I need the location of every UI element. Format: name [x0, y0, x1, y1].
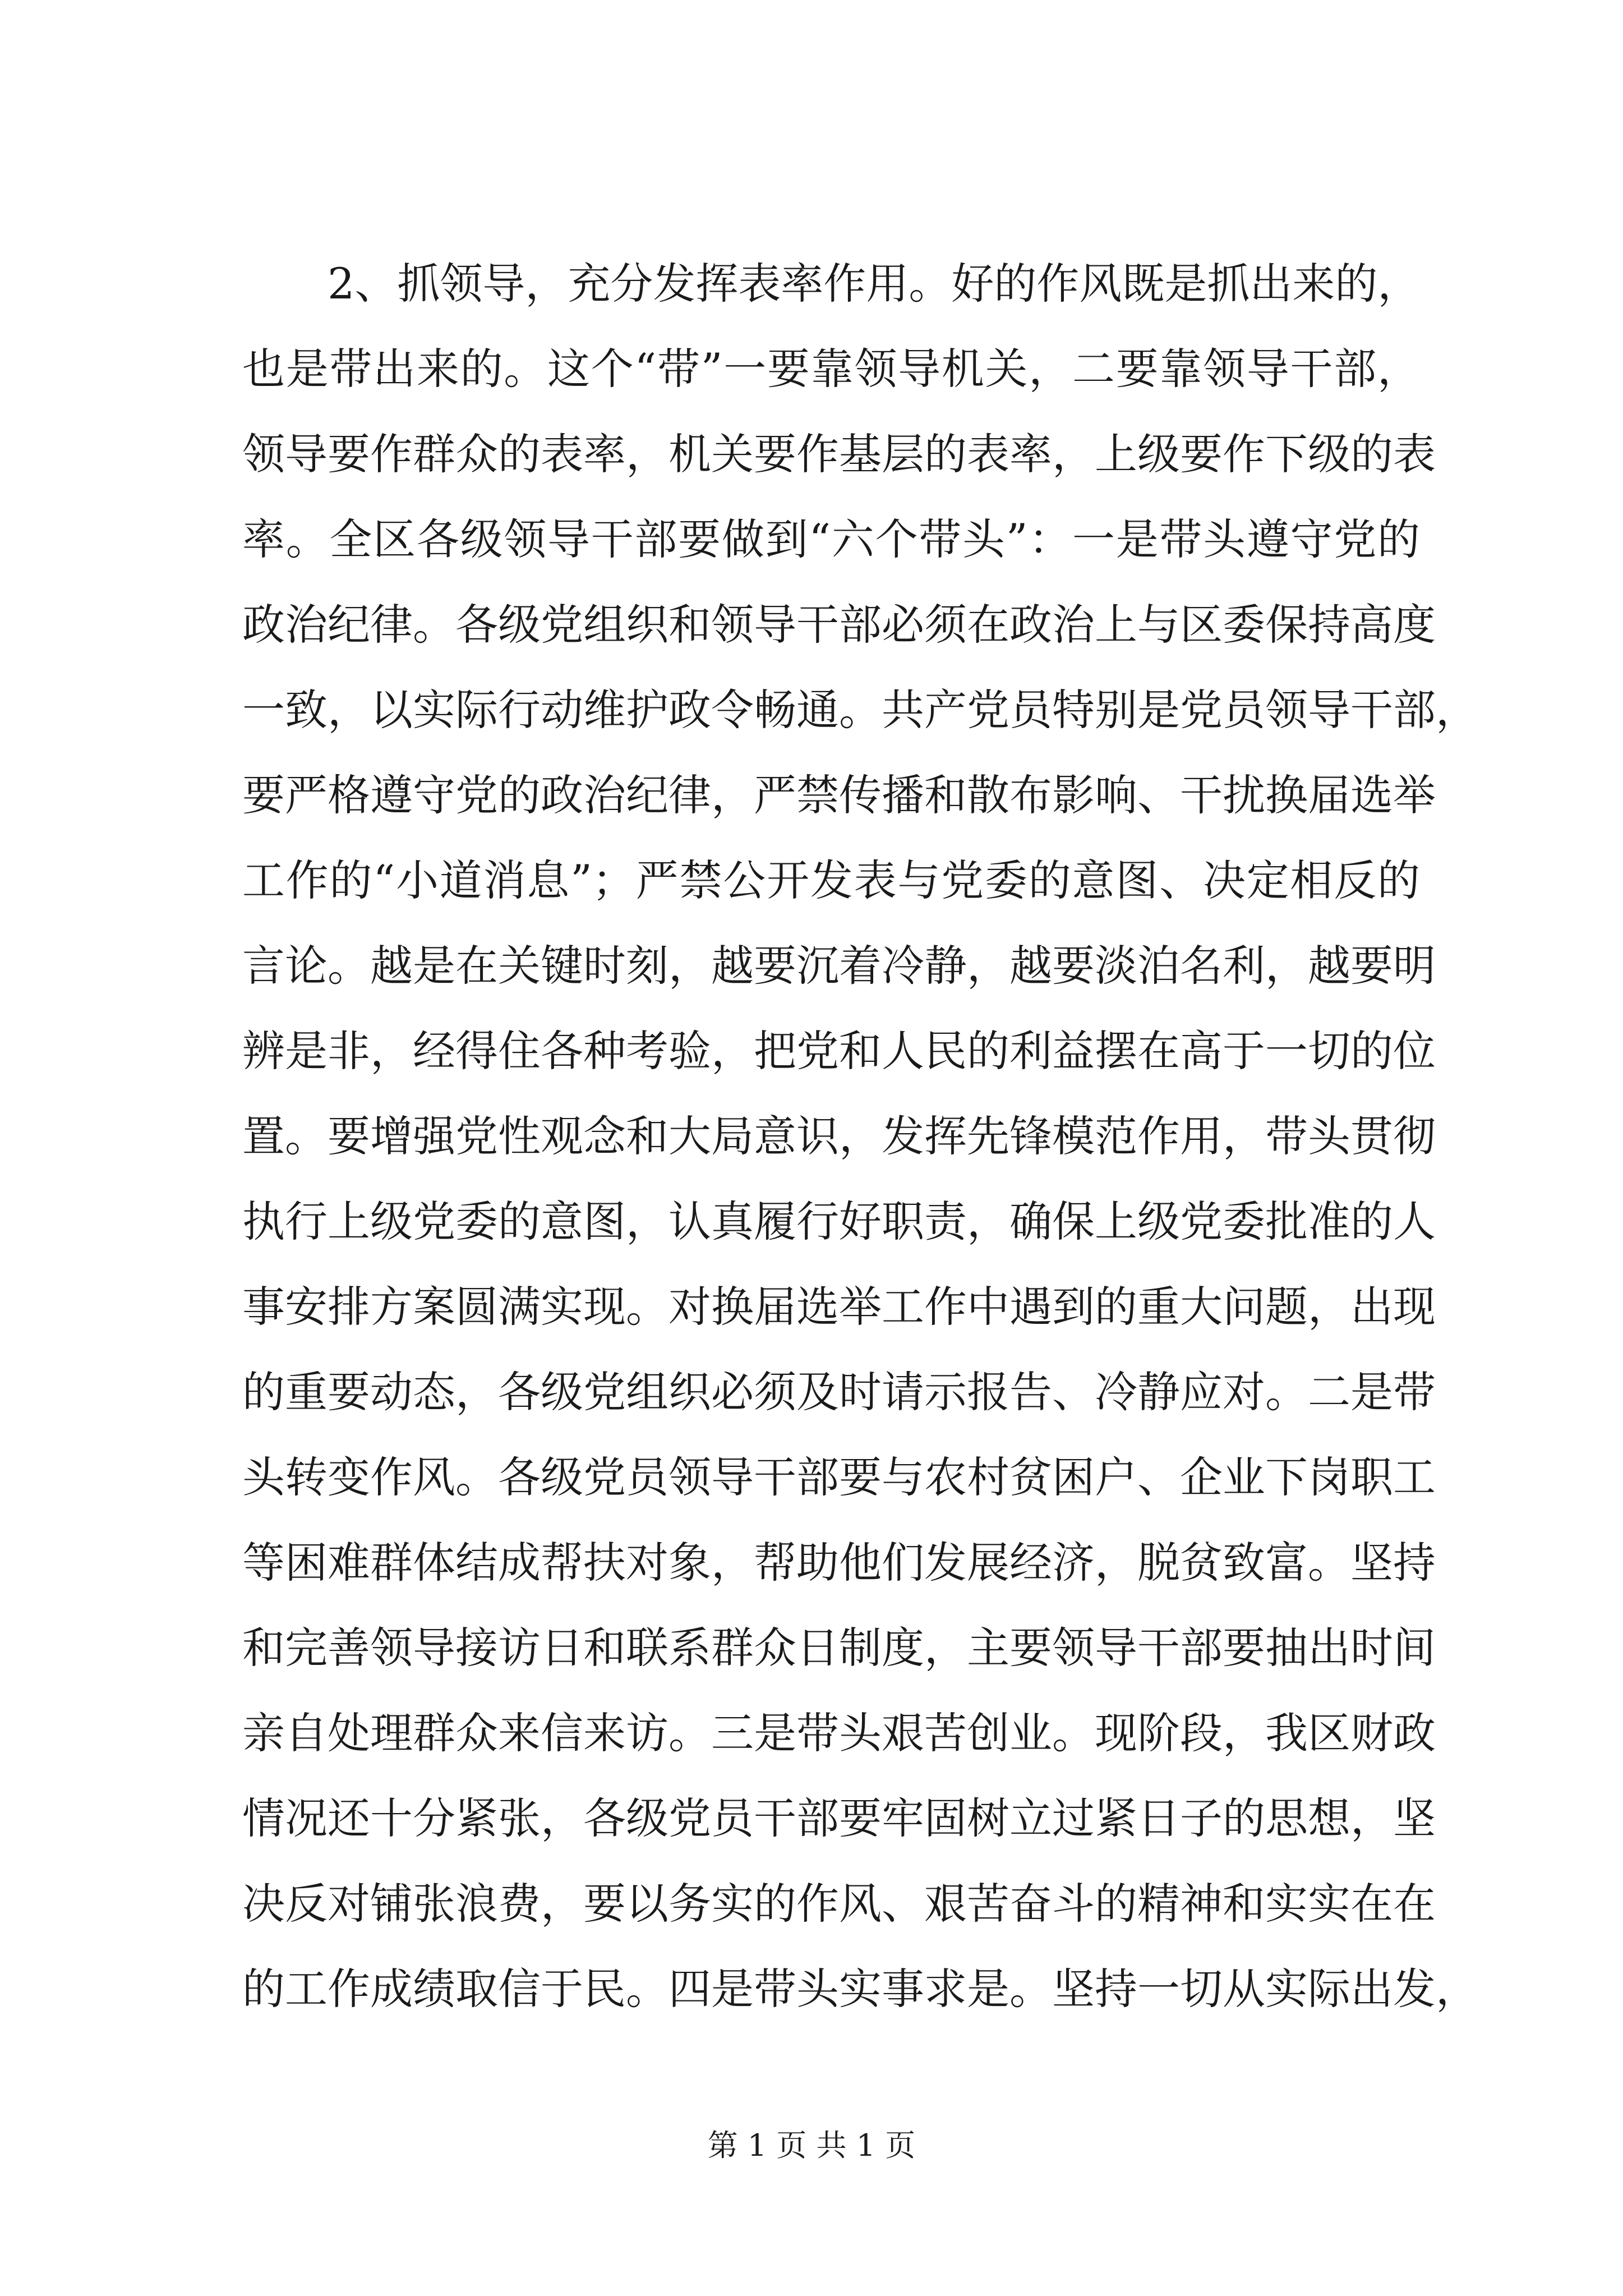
paragraph-line: 的工作成绩取信于民。四是带头实事求是。坚持一切从实际出发，: [242, 1964, 1478, 2014]
page-footer: 第 1 页 共 1 页: [707, 2128, 916, 2163]
paragraph-line: 亲自处理群众来信来访。三是带头艰苦创业。现阶段，我区财政: [242, 1708, 1436, 1758]
paragraph-line: 言论。越是在关键时刻，越要沉着冷静，越要淡泊名利，越要明: [242, 941, 1436, 991]
paragraph-line: 头转变作风。各级党员领导干部要与农村贫困户、企业下岗职工: [242, 1452, 1436, 1502]
paragraph-line: 事安排方案圆满实现。对换届选举工作中遇到的重大问题，出现: [242, 1282, 1436, 1332]
paragraph-line: 要严格遵守党的政治纪律，严禁传播和散布影响、干扰换届选举: [242, 770, 1436, 820]
paragraph-line: 情况还十分紧张，各级党员干部要牢固树立过紧日子的思想，坚: [242, 1793, 1436, 1843]
paragraph-line: 等困难群体结成帮扶对象，帮助他们发展经济，脱贫致富。坚持: [242, 1538, 1436, 1588]
body-paragraph: [242, 241, 1478, 2032]
paragraph-line: 和完善领导接访日和联系群众日制度，主要领导干部要抽出时间: [242, 1623, 1436, 1673]
paragraph-line: 2、抓领导，充分发挥表率作用。好的作风既是抓出来的，: [328, 259, 1421, 309]
paragraph-line: 率。全区各级领导干部要做到“六个带头”：一是带头遵守党的: [242, 514, 1420, 564]
paragraph-line: 的重要动态，各级党组织必须及时请示报告、冷静应对。二是带: [242, 1367, 1436, 1417]
paragraph-line: 一致，以实际行动维护政令畅通。共产党员特别是党员领导干部，: [242, 685, 1478, 735]
paragraph-line: 决反对铺张浪费，要以务实的作风、艰苦奋斗的精神和实实在在: [242, 1879, 1436, 1929]
paragraph-line: 置。要增强党性观念和大局意识，发挥先锋模范作用，带头贯彻: [242, 1111, 1436, 1161]
paragraph-line: 执行上级党委的意图，认真履行好职责，确保上级党委批准的人: [242, 1197, 1436, 1246]
paragraph-line: 辨是非，经得住各种考验，把党和人民的利益摆在高于一切的位: [242, 1026, 1436, 1076]
paragraph-line: 也是带出来的。这个“带”一要靠领导机关，二要靠领导干部，: [242, 344, 1420, 394]
paragraph-line: 工作的“小道消息”；严禁公开发表与党委的意图、决定相反的: [242, 855, 1420, 905]
paragraph-line: 政治纪律。各级党组织和领导干部必须在政治上与区委保持高度: [242, 600, 1436, 650]
paragraph-line: 领导要作群众的表率，机关要作基层的表率，上级要作下级的表: [242, 429, 1436, 479]
